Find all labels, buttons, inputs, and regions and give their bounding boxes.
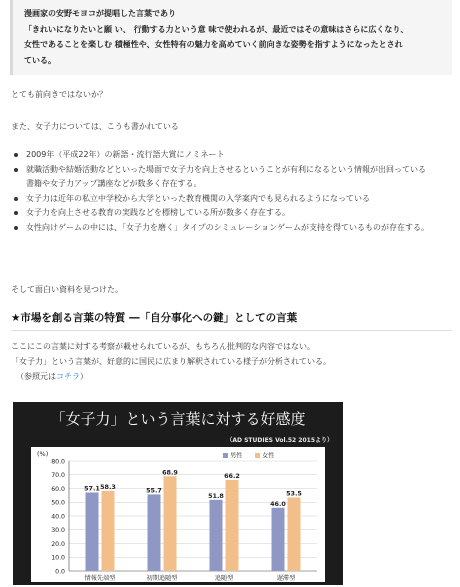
heading-divider [11, 330, 452, 331]
quote-line: ている。 [24, 55, 56, 65]
reference-link[interactable]: コチラ [56, 372, 80, 381]
x-tick-label: 遅滞型 [276, 575, 296, 582]
quote-line: 漫画家の安野モヨコが提唱した言葉であり [24, 9, 176, 18]
y-tick-label: 50.0 [51, 499, 65, 507]
bar-female [102, 491, 115, 571]
y-axis-unit: (%) [37, 450, 49, 458]
legend-swatch [223, 453, 228, 458]
data-label: 46.0 [270, 499, 286, 508]
y-tick-label: 0.0 [55, 568, 65, 576]
legend-swatch [255, 453, 260, 458]
y-tick-label: 80.0 [51, 458, 65, 466]
data-label: 66.2 [224, 471, 240, 480]
chart-image [13, 402, 343, 585]
legend-label: 女性 [262, 452, 275, 460]
data-label: 51.8 [208, 491, 224, 500]
reference-prefix: （参照元は [16, 372, 56, 381]
data-label: 68.9 [162, 468, 178, 477]
list-item: 女子力を向上させる教育の実践などを標榜している所が数多く存在する。 [12, 206, 452, 221]
bar-female [226, 480, 239, 571]
list-item: 女性向けゲームの中には、「女子力を磨く」タイプのシミュレーションゲームが支持を得ているものが存在する。 [12, 221, 452, 236]
section-heading: ★市場を創る言葉の特質 ―「自分事化への鍵」としての言葉 [11, 312, 298, 324]
reference-suffix: ） [80, 372, 88, 381]
y-tick-label: 60.0 [51, 485, 65, 493]
y-tick-label: 10.0 [51, 554, 65, 562]
legend-label: 男性 [230, 452, 243, 460]
paragraph: そして面白い資料を見つけた。 [11, 285, 123, 294]
bar-male [210, 500, 223, 571]
y-tick-label: 20.0 [51, 540, 65, 548]
paragraph: 「女子力」という言葉が、好意的に国民に広まり解釈されている様子が分析されている。 [11, 357, 331, 366]
chart-title: 「女子力」という言葉に対する好感度 [50, 410, 306, 428]
paragraph: とても前向きではないか？ [11, 90, 107, 99]
bar-male [148, 494, 161, 571]
list-item: 女子力は近年の私立中学校から大学といった教育機関の入学案内でも見られるようになっている [12, 192, 452, 207]
quote-line: 女性であることを楽しむ 積極性や、女性特有の魅力を高めていく前向きな姿勢を指すようになったとされ [24, 40, 403, 49]
list-item [12, 163, 452, 192]
y-tick-label: 70.0 [51, 472, 65, 480]
data-label: 55.7 [146, 486, 162, 495]
list-item-text: 就職活動や結婚活動などといった場面で女子力を向上させるということが有利になるという情報が出回っている [26, 164, 426, 174]
y-tick-label: 30.0 [51, 527, 65, 535]
data-label: 53.5 [286, 489, 302, 498]
bar-male [86, 492, 99, 571]
bar-male [272, 508, 285, 571]
y-tick-label: 40.0 [51, 513, 65, 521]
bullet-list [12, 148, 452, 235]
x-tick-label: 初期追随型 [146, 575, 178, 582]
paragraph: また、女子力については、こうも書かれている [11, 122, 179, 131]
x-tick-label: 追随型 [214, 575, 234, 582]
bar-female [288, 497, 301, 571]
blockquote [10, 0, 452, 75]
data-label: 58.3 [100, 482, 116, 491]
list-item-text: 書籍や女子力アップ講座などが数多く存在する。 [26, 179, 202, 188]
data-label: 57.1 [84, 484, 100, 493]
bar-chart [31, 447, 343, 582]
list-item: 2009年（平成22年）の新語・流行語大賞にノミネート [12, 148, 452, 163]
bar-female [164, 476, 177, 571]
paragraph: ここにこの言葉に対する考察が載せられているが、もちろん批判的な内容ではない。 [11, 342, 315, 351]
chart-source: （AD STUDIES Vol.52 2015より） [226, 437, 333, 444]
x-tick-label: 情報先端型 [84, 575, 116, 582]
quote-line: 「きれいになりたいと願 い、 行動する力という意 味で使われるが、最近ではその意味はさらに広くなり、 [24, 24, 409, 34]
reference-line [16, 371, 88, 383]
